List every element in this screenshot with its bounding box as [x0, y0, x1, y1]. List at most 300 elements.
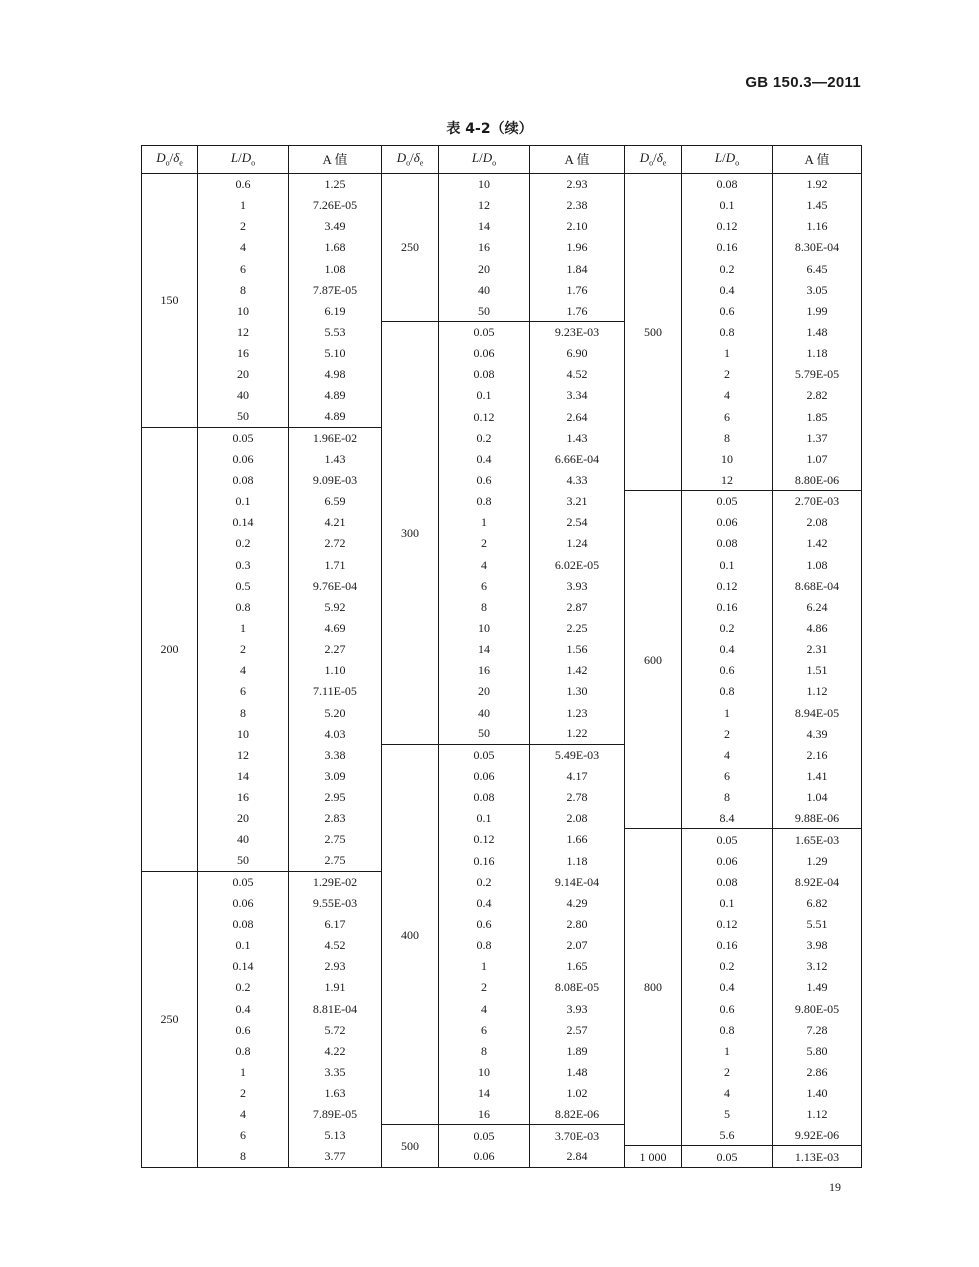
- l-do-cell: 20: [198, 364, 289, 385]
- l-do-cell: 0.06: [439, 1146, 530, 1167]
- table-row: [382, 321, 625, 342]
- l-do-cell: 0.2: [439, 871, 530, 892]
- l-do-cell: 50: [439, 300, 530, 321]
- a-value-cell: 2.31: [773, 639, 862, 660]
- table-row: [142, 174, 382, 195]
- l-do-cell: 1: [198, 617, 289, 638]
- do-group-cell: 1 000: [625, 1146, 682, 1167]
- l-do-cell: 8: [682, 427, 773, 448]
- l-do-cell: 0.4: [198, 998, 289, 1019]
- a-value-cell: 1.29: [773, 850, 862, 871]
- a-value-cell: 9.88E-06: [773, 808, 862, 829]
- l-do-cell: 6: [439, 575, 530, 596]
- do-group-cell: 600: [625, 491, 682, 829]
- l-do-cell: 2: [439, 977, 530, 998]
- l-do-cell: 0.6: [439, 913, 530, 934]
- l-do-cell: 20: [439, 258, 530, 279]
- l-do-cell: 0.06: [198, 892, 289, 913]
- l-do-cell: 50: [439, 723, 530, 744]
- l-do-cell: 14: [439, 1083, 530, 1104]
- l-do-cell: 0.6: [682, 300, 773, 321]
- a-value-cell: 8.94E-05: [773, 702, 862, 723]
- l-do-cell: 0.1: [198, 491, 289, 512]
- l-do-cell: 1: [682, 343, 773, 364]
- l-do-cell: 0.16: [682, 596, 773, 617]
- a-value-cell: 5.92: [289, 596, 382, 617]
- a-value-cell: 2.93: [530, 174, 625, 195]
- a-value-cell: 4.86: [773, 617, 862, 638]
- a-value-cell: 1.12: [773, 681, 862, 702]
- a-value-cell: 5.80: [773, 1040, 862, 1061]
- table-row: [625, 491, 862, 512]
- l-do-cell: 16: [439, 1104, 530, 1125]
- l-do-cell: 10: [682, 448, 773, 469]
- l-do-cell: 0.1: [439, 385, 530, 406]
- l-do-cell: 14: [439, 639, 530, 660]
- l-do-cell: 0.16: [682, 935, 773, 956]
- a-value-cell: 4.22: [289, 1040, 382, 1061]
- a-value-cell: 4.52: [530, 364, 625, 385]
- l-do-cell: 0.16: [439, 850, 530, 871]
- table-row: [625, 829, 862, 850]
- a-value-cell: 2.08: [530, 808, 625, 829]
- a-value-cell: 3.70E-03: [530, 1125, 625, 1146]
- l-do-cell: 0.6: [198, 174, 289, 195]
- header-a-value: A 值: [773, 146, 862, 174]
- l-do-cell: 0.05: [682, 829, 773, 850]
- l-do-cell: 0.1: [682, 195, 773, 216]
- a-value-cell: 3.12: [773, 956, 862, 977]
- a-value-cell: 6.82: [773, 892, 862, 913]
- table-row: [625, 174, 862, 195]
- a-value-cell: 5.49E-03: [530, 744, 625, 765]
- l-do-cell: 0.05: [439, 1125, 530, 1146]
- l-do-cell: 0.12: [439, 406, 530, 427]
- l-do-cell: 2: [198, 1083, 289, 1104]
- l-do-cell: 6: [439, 1019, 530, 1040]
- a-value-cell: 9.23E-03: [530, 321, 625, 342]
- a-value-cell: 4.39: [773, 723, 862, 744]
- a-value-cell: 6.90: [530, 343, 625, 364]
- l-do-cell: 0.08: [439, 787, 530, 808]
- a-value-cell: 1.12: [773, 1104, 862, 1125]
- a-value-cell: 1.22: [530, 723, 625, 744]
- a-value-cell: 1.45: [773, 195, 862, 216]
- l-do-cell: 0.6: [682, 660, 773, 681]
- a-value-cell: 2.75: [289, 850, 382, 871]
- a-value-cell: 5.72: [289, 1019, 382, 1040]
- a-value-cell: 1.08: [773, 554, 862, 575]
- l-do-cell: 0.08: [198, 913, 289, 934]
- l-do-cell: 10: [439, 617, 530, 638]
- header-do-delta: $D_o/\delta_e$: [625, 146, 682, 174]
- l-do-cell: 0.4: [682, 977, 773, 998]
- l-do-cell: 1: [198, 195, 289, 216]
- a-value-cell: 1.96E-02: [289, 427, 382, 448]
- l-do-cell: 0.2: [682, 258, 773, 279]
- l-do-cell: 0.08: [682, 871, 773, 892]
- l-do-cell: 4: [198, 237, 289, 258]
- a-value-cell: 6.59: [289, 491, 382, 512]
- a-value-cell: 2.82: [773, 385, 862, 406]
- a-value-cell: 1.92: [773, 174, 862, 195]
- l-do-cell: 8: [198, 702, 289, 723]
- a-value-cell: 1.23: [530, 702, 625, 723]
- a-value-cell: 2.83: [289, 808, 382, 829]
- header-a-value: A 值: [289, 146, 382, 174]
- l-do-cell: 12: [198, 321, 289, 342]
- a-value-cell: 5.10: [289, 343, 382, 364]
- a-value-cell: 5.13: [289, 1125, 382, 1146]
- a-value-cell: 3.35: [289, 1061, 382, 1082]
- a-value-cell: 8.68E-04: [773, 575, 862, 596]
- a-value-cell: 4.33: [530, 469, 625, 490]
- l-do-cell: 4: [439, 998, 530, 1019]
- standard-number: GB 150.3—2011: [745, 74, 861, 91]
- l-do-cell: 0.8: [198, 1040, 289, 1061]
- a-value-cell: 1.48: [773, 321, 862, 342]
- l-do-cell: 5.6: [682, 1125, 773, 1146]
- l-do-cell: 0.4: [439, 892, 530, 913]
- l-do-cell: 0.05: [198, 427, 289, 448]
- a-value-cell: 1.49: [773, 977, 862, 998]
- do-group-cell: 250: [142, 871, 198, 1167]
- l-do-cell: 0.06: [439, 765, 530, 786]
- l-do-cell: 20: [439, 681, 530, 702]
- l-do-cell: 0.2: [682, 956, 773, 977]
- a-value-cell: 1.41: [773, 765, 862, 786]
- l-do-cell: 2: [682, 1061, 773, 1082]
- a-value-cell: 3.38: [289, 744, 382, 765]
- l-do-cell: 40: [439, 279, 530, 300]
- l-do-cell: 0.3: [198, 554, 289, 575]
- l-do-cell: 0.5: [198, 575, 289, 596]
- l-do-cell: 4: [439, 554, 530, 575]
- a-value-cell: 8.30E-04: [773, 237, 862, 258]
- a-value-cell: 2.87: [530, 596, 625, 617]
- l-do-cell: 16: [439, 237, 530, 258]
- a-value-cell: 2.78: [530, 787, 625, 808]
- a-value-cell: 1.76: [530, 279, 625, 300]
- l-do-cell: 0.06: [439, 343, 530, 364]
- l-do-cell: 14: [198, 765, 289, 786]
- a-value-cell: 1.43: [289, 448, 382, 469]
- table-row: [382, 1125, 625, 1146]
- do-group-cell: 200: [142, 427, 198, 871]
- a-value-cell: 2.75: [289, 829, 382, 850]
- a-value-cell: 1.65E-03: [773, 829, 862, 850]
- header-l-do: $L/D_o$: [682, 146, 773, 174]
- a-value-cell: 1.65: [530, 956, 625, 977]
- a-value-cell: 1.04: [773, 787, 862, 808]
- do-group-cell: 150: [142, 174, 198, 428]
- l-do-cell: 0.2: [198, 977, 289, 998]
- a-value-cell: 7.26E-05: [289, 195, 382, 216]
- a-value-cell: 1.48: [530, 1061, 625, 1082]
- do-group-cell: 400: [382, 744, 439, 1125]
- a-value-cell: 8.08E-05: [530, 977, 625, 998]
- l-do-cell: 0.1: [682, 554, 773, 575]
- a-value-cell: 1.91: [289, 977, 382, 998]
- a-value-cell: 2.16: [773, 744, 862, 765]
- l-do-cell: 0.8: [439, 491, 530, 512]
- l-do-cell: 12: [439, 195, 530, 216]
- l-do-cell: 0.08: [682, 174, 773, 195]
- a-value-cell: 4.98: [289, 364, 382, 385]
- l-do-cell: 6: [682, 406, 773, 427]
- l-do-cell: 0.12: [682, 913, 773, 934]
- a-value-cell: 2.72: [289, 533, 382, 554]
- a-value-cell: 3.09: [289, 765, 382, 786]
- table-panel: [381, 145, 625, 1168]
- l-do-cell: 2: [198, 216, 289, 237]
- a-value-cell: 7.28: [773, 1019, 862, 1040]
- l-do-cell: 50: [198, 406, 289, 427]
- a-value-cell: 3.98: [773, 935, 862, 956]
- a-value-cell: 3.77: [289, 1146, 382, 1167]
- l-do-cell: 20: [198, 808, 289, 829]
- table-row: [382, 174, 625, 195]
- header-l-do: $L/D_o$: [439, 146, 530, 174]
- a-value-cell: 5.20: [289, 702, 382, 723]
- l-do-cell: 0.8: [198, 596, 289, 617]
- a-value-cell: 1.25: [289, 174, 382, 195]
- l-do-cell: 1: [198, 1061, 289, 1082]
- l-do-cell: 0.8: [439, 935, 530, 956]
- a-value-cell: 2.84: [530, 1146, 625, 1167]
- l-do-cell: 0.06: [682, 512, 773, 533]
- l-do-cell: 2: [682, 364, 773, 385]
- l-do-cell: 6: [198, 1125, 289, 1146]
- l-do-cell: 0.6: [682, 998, 773, 1019]
- a-value-cell: 1.76: [530, 300, 625, 321]
- a-value-cell: 9.80E-05: [773, 998, 862, 1019]
- l-do-cell: 0.08: [439, 364, 530, 385]
- l-do-cell: 1: [682, 702, 773, 723]
- a-value-cell: 1.18: [773, 343, 862, 364]
- l-do-cell: 0.2: [439, 427, 530, 448]
- a-value-cell: 9.76E-04: [289, 575, 382, 596]
- a-value-cell: 9.55E-03: [289, 892, 382, 913]
- l-do-cell: 0.1: [682, 892, 773, 913]
- l-do-cell: 0.08: [682, 533, 773, 554]
- l-do-cell: 8: [439, 596, 530, 617]
- a-value-cell: 2.70E-03: [773, 491, 862, 512]
- table-title: 表 4-2（续）: [446, 121, 533, 137]
- l-do-cell: 0.16: [682, 237, 773, 258]
- l-do-cell: 16: [198, 787, 289, 808]
- a-value-cell: 5.51: [773, 913, 862, 934]
- a-value-cell: 3.49: [289, 216, 382, 237]
- l-do-cell: 1: [439, 956, 530, 977]
- a-value-cell: 2.80: [530, 913, 625, 934]
- a-value-cell: 6.45: [773, 258, 862, 279]
- header-do-delta: $D_o/\delta_e$: [382, 146, 439, 174]
- l-do-cell: 12: [682, 469, 773, 490]
- a-value-cell: 1.66: [530, 829, 625, 850]
- l-do-cell: 0.8: [682, 681, 773, 702]
- l-do-cell: 40: [198, 385, 289, 406]
- table-panel: [141, 145, 382, 1168]
- a-value-cell: 7.11E-05: [289, 681, 382, 702]
- l-do-cell: 8: [198, 1146, 289, 1167]
- a-value-cell: 6.02E-05: [530, 554, 625, 575]
- a-value-cell: 2.57: [530, 1019, 625, 1040]
- table-row: [382, 744, 625, 765]
- a-value-cell: 9.09E-03: [289, 469, 382, 490]
- a-value-cell: 1.02: [530, 1083, 625, 1104]
- l-do-cell: 0.2: [682, 617, 773, 638]
- a-value-cell: 3.93: [530, 575, 625, 596]
- a-value-cell: 1.42: [530, 660, 625, 681]
- l-do-cell: 4: [682, 1083, 773, 1104]
- a-value-cell: 7.89E-05: [289, 1104, 382, 1125]
- a-value-cell: 6.17: [289, 913, 382, 934]
- l-do-cell: 16: [439, 660, 530, 681]
- a-value-cell: 4.89: [289, 385, 382, 406]
- l-do-cell: 0.08: [198, 469, 289, 490]
- l-do-cell: 0.12: [682, 216, 773, 237]
- a-value-cell: 8.82E-06: [530, 1104, 625, 1125]
- l-do-cell: 0.05: [198, 871, 289, 892]
- a-value-cell: 9.14E-04: [530, 871, 625, 892]
- a-value-cell: 2.86: [773, 1061, 862, 1082]
- a-value-cell: 3.34: [530, 385, 625, 406]
- a-value-cell: 3.05: [773, 279, 862, 300]
- a-value-cell: 5.53: [289, 321, 382, 342]
- l-do-cell: 50: [198, 850, 289, 871]
- l-do-cell: 1: [439, 512, 530, 533]
- l-do-cell: 10: [198, 723, 289, 744]
- a-value-cell: 1.16: [773, 216, 862, 237]
- a-value-cell: 1.63: [289, 1083, 382, 1104]
- a-value-cell: 1.85: [773, 406, 862, 427]
- a-value-cell: 3.93: [530, 998, 625, 1019]
- do-group-cell: 500: [382, 1125, 439, 1167]
- a-value-cell: 1.51: [773, 660, 862, 681]
- l-do-cell: 10: [198, 300, 289, 321]
- a-value-cell: 1.71: [289, 554, 382, 575]
- l-do-cell: 16: [198, 343, 289, 364]
- l-do-cell: 0.05: [439, 744, 530, 765]
- a-value-cell: 1.07: [773, 448, 862, 469]
- header-l-do: $L/D_o$: [198, 146, 289, 174]
- a-value-cell: 6.19: [289, 300, 382, 321]
- a-value-cell: 4.03: [289, 723, 382, 744]
- l-do-cell: 0.4: [682, 279, 773, 300]
- a-value-cell: 1.42: [773, 533, 862, 554]
- do-group-cell: 800: [625, 829, 682, 1146]
- l-do-cell: 0.8: [682, 321, 773, 342]
- a-value-cell: 1.18: [530, 850, 625, 871]
- a-value-cell: 1.56: [530, 639, 625, 660]
- l-do-cell: 0.8: [682, 1019, 773, 1040]
- l-do-cell: 12: [198, 744, 289, 765]
- a-value-cell: 1.89: [530, 1040, 625, 1061]
- a-value-cell: 1.40: [773, 1083, 862, 1104]
- l-do-cell: 0.12: [682, 575, 773, 596]
- a-value-cell: 1.96: [530, 237, 625, 258]
- a-value-cell: 9.92E-06: [773, 1125, 862, 1146]
- a-value-cell: 2.25: [530, 617, 625, 638]
- header-do-delta: $D_o/\delta_e$: [142, 146, 198, 174]
- l-do-cell: 8: [198, 279, 289, 300]
- a-value-cell: 4.29: [530, 892, 625, 913]
- l-do-cell: 0.05: [682, 491, 773, 512]
- l-do-cell: 0.06: [682, 850, 773, 871]
- l-do-cell: 6: [198, 258, 289, 279]
- l-do-cell: 40: [198, 829, 289, 850]
- a-value-cell: 4.69: [289, 617, 382, 638]
- l-do-cell: 10: [439, 174, 530, 195]
- a-value-cell: 1.43: [530, 427, 625, 448]
- a-value-cell: 2.64: [530, 406, 625, 427]
- do-group-cell: 300: [382, 321, 439, 744]
- l-do-cell: 2: [682, 723, 773, 744]
- l-do-cell: 2: [198, 639, 289, 660]
- l-do-cell: 4: [682, 744, 773, 765]
- l-do-cell: 0.05: [439, 321, 530, 342]
- a-value-cell: 6.24: [773, 596, 862, 617]
- do-group-cell: 250: [382, 174, 439, 322]
- l-do-cell: 0.6: [439, 469, 530, 490]
- a-value-cell: 2.27: [289, 639, 382, 660]
- l-do-cell: 0.14: [198, 512, 289, 533]
- l-do-cell: 1: [682, 1040, 773, 1061]
- header-a-value: A 值: [530, 146, 625, 174]
- a-value-cell: 4.89: [289, 406, 382, 427]
- l-do-cell: 4: [198, 1104, 289, 1125]
- l-do-cell: 8.4: [682, 808, 773, 829]
- l-do-cell: 10: [439, 1061, 530, 1082]
- l-do-cell: 0.12: [439, 829, 530, 850]
- table-panel: [624, 145, 862, 1168]
- l-do-cell: 0.05: [682, 1146, 773, 1167]
- l-do-cell: 0.14: [198, 956, 289, 977]
- a-value-cell: 5.79E-05: [773, 364, 862, 385]
- a-value-cell: 2.10: [530, 216, 625, 237]
- l-do-cell: 0.2: [198, 533, 289, 554]
- page-number: 19: [829, 1180, 841, 1194]
- a-value-cell: 1.37: [773, 427, 862, 448]
- a-value-cell: 7.87E-05: [289, 279, 382, 300]
- a-value-cell: 1.30: [530, 681, 625, 702]
- a-value-cell: 1.10: [289, 660, 382, 681]
- table-row: [142, 871, 382, 892]
- l-do-cell: 0.06: [198, 448, 289, 469]
- a-value-cell: 8.81E-04: [289, 998, 382, 1019]
- l-do-cell: 6: [682, 765, 773, 786]
- a-value-cell: 1.99: [773, 300, 862, 321]
- l-do-cell: 0.1: [439, 808, 530, 829]
- l-do-cell: 8: [439, 1040, 530, 1061]
- a-value-cell: 2.93: [289, 956, 382, 977]
- a-value-cell: 2.08: [773, 512, 862, 533]
- a-value-cell: 3.21: [530, 491, 625, 512]
- l-do-cell: 0.6: [198, 1019, 289, 1040]
- a-value-cell: 2.95: [289, 787, 382, 808]
- a-value-cell: 4.52: [289, 935, 382, 956]
- a-value-cell: 2.54: [530, 512, 625, 533]
- table-row: [625, 1146, 862, 1167]
- l-do-cell: 4: [682, 385, 773, 406]
- a-value-cell: 1.29E-02: [289, 871, 382, 892]
- a-value-cell: 6.66E-04: [530, 448, 625, 469]
- a-value-cell: 1.24: [530, 533, 625, 554]
- a-value-cell: 1.13E-03: [773, 1146, 862, 1167]
- a-value-cell: 8.92E-04: [773, 871, 862, 892]
- l-do-cell: 40: [439, 702, 530, 723]
